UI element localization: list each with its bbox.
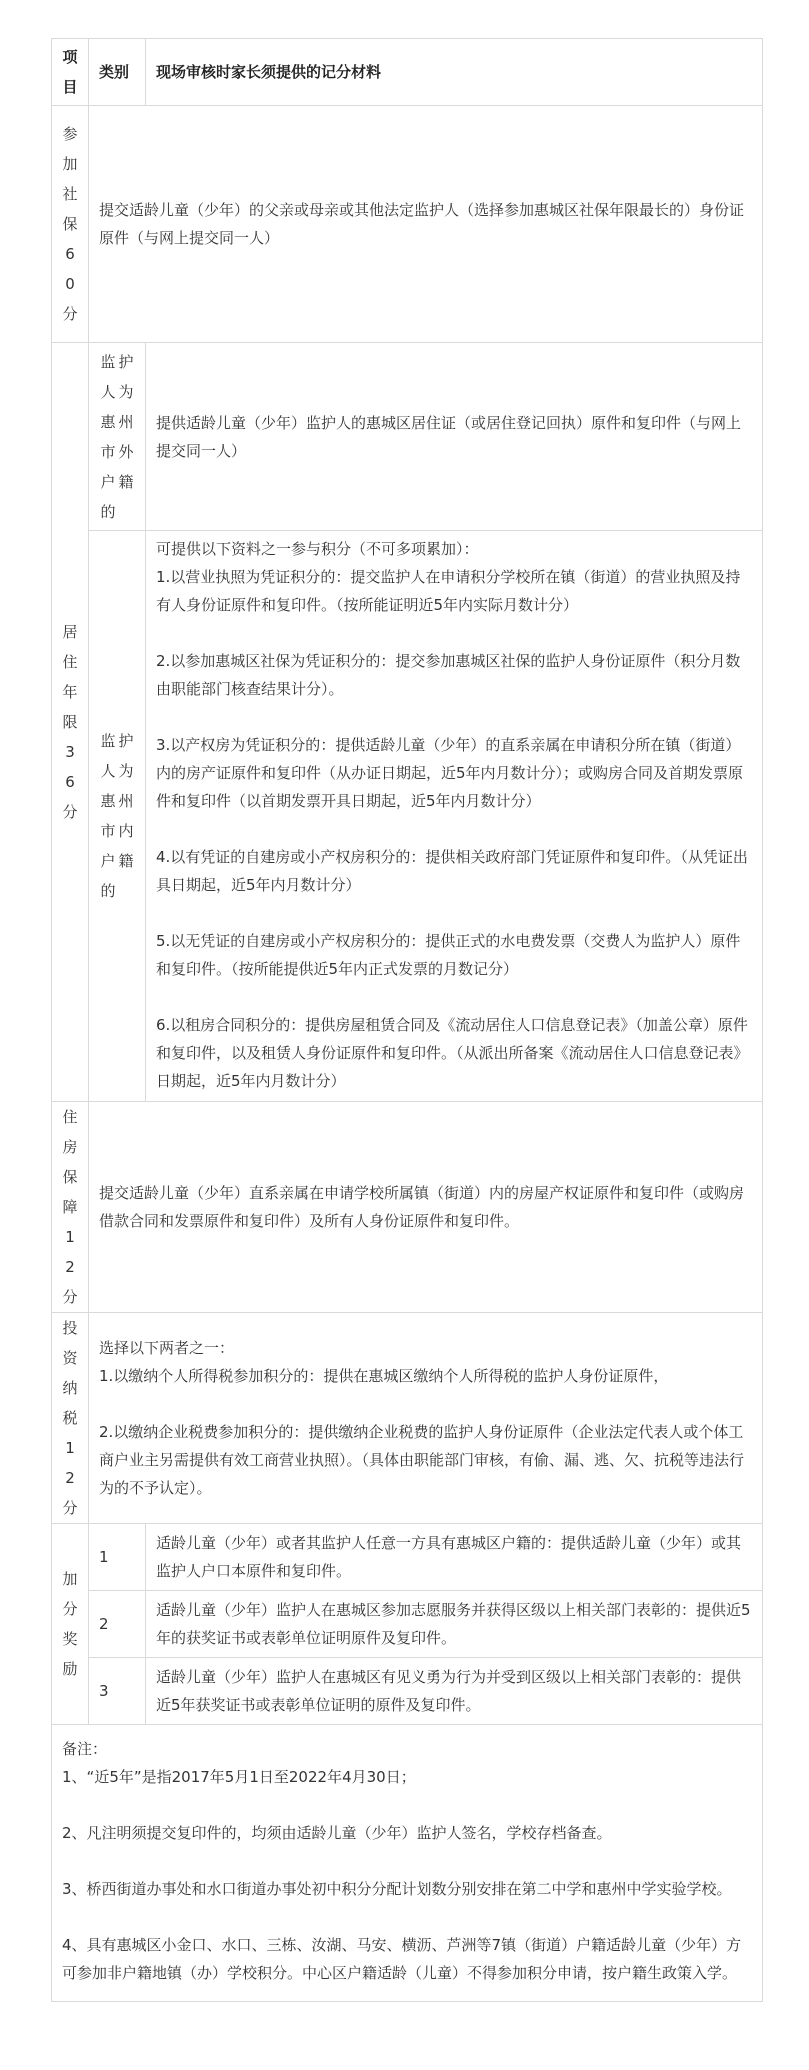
note-4: 4、具有惠城区小金口、水口、三栋、汝湖、马安、横沥、芦洲等7镇（街道）户籍适龄儿童（少年）方可参加非户籍地镇（办）学校积分。中心区户籍适龄（儿童）不得参加积分申请，按户籍生政策入学。 (62, 1936, 742, 1982)
table-row-residence-inside (52, 531, 763, 1102)
scoring-materials-table (51, 38, 763, 2002)
header-materials: 现场审核时家长须提供的记分材料 (146, 39, 763, 106)
content-tax (89, 1313, 763, 1524)
residence-option-5: 5.以无凭证的自建房或小产权房积分的：提供正式的水电费发票（交费人为监护人）原件和复印件。（按所能提供近5年内正式发票的月数记分） (156, 932, 741, 978)
bonus-number-1: 1 (89, 1524, 146, 1591)
bonus-content-3: 适龄儿童（少年）监护人在惠城区有见义勇为行为并受到区级以上相关部门表彰的：提供近5年获奖证书或表彰单位证明的原件及复印件。 (146, 1658, 763, 1725)
residence-option-3: 3.以产权房为凭证积分的：提供适龄儿童（少年）的直系亲属在申请积分所在镇（街道）内的房产证原件和复印件（从办证日期起，近5年内月数计分）；或购房合同及首期发票原件和复印件（以首期发票开具日期起，近5年内月数计分） (156, 736, 744, 810)
notes-cell (52, 1725, 763, 2002)
item-residence: 居住年限36分 (52, 343, 89, 1102)
table-header-row (52, 39, 763, 106)
category-inside-col-a: 监人惠市户的 (100, 732, 116, 900)
item-bonus: 加分奖励 (52, 1524, 89, 1725)
content-social: 提交适龄儿童（少年）的父亲或母亲或其他法定监护人（选择参加惠城区社保年限最长的）身份证原件（与网上提交同一人） (89, 106, 763, 343)
category-inside-household (89, 531, 146, 1102)
table-row-social (52, 106, 763, 343)
bonus-number-3: 3 (89, 1658, 146, 1725)
header-category: 类别 (89, 39, 146, 106)
table-row-housing (52, 1102, 763, 1313)
note-3: 3、桥西街道办事处和水口街道办事处初中积分分配计划数分别安排在第二中学和惠州中学实验学校。 (62, 1880, 732, 1898)
category-outside-col-a: 监人惠市户的 (100, 352, 116, 521)
category-outside-col-b: 护为州外籍 (118, 352, 134, 491)
table-row-residence-outside (52, 343, 763, 531)
note-1: 1、“近5年”是指2017年5月1日至2022年4月30日； (62, 1768, 416, 1786)
item-tax: 投资纳税12分 (52, 1313, 89, 1524)
header-item: 项目 (52, 39, 89, 106)
bonus-content-2: 适龄儿童（少年）监护人在惠城区参加志愿服务并获得区级以上相关部门表彰的：提供近5年的获奖证书或表彰单位证明原件及复印件。 (146, 1591, 763, 1658)
table-row-tax (52, 1313, 763, 1524)
bonus-number-2: 2 (89, 1591, 146, 1658)
tax-option-2: 2.以缴纳企业税费参加积分的：提供缴纳企业税费的监护人身份证原件（企业法定代表人或个体工商户业主另需提供有效工商营业执照）。（具体由职能部门审核，有偷、漏、逃、欠、抗税等违法行为的不予认定）。 (99, 1423, 745, 1497)
content-residence-inside (146, 531, 763, 1102)
residence-intro: 可提供以下资料之一参与积分（不可多项累加）： (156, 540, 479, 558)
residence-option-1: 1.以营业执照为凭证积分的：提交监护人在申请积分学校所在镇（街道）的营业执照及持有人身份证原件和复印件。（按所能证明近5年内实际月数计分） (156, 568, 741, 614)
residence-option-6: 6.以租房合同积分的：提供房屋租赁合同及《流动居住人口信息登记表》（加盖公章）原件和复印件，以及租赁人身份证原件和复印件。（从派出所备案《流动居住人口信息登记表》日期起，近5年内月数计分） (156, 1016, 749, 1090)
table-row-bonus-1 (52, 1524, 763, 1591)
category-inside-col-b: 护为州内籍 (118, 732, 134, 870)
item-social: 参加社保60分 (52, 106, 89, 343)
tax-intro: 选择以下两者之一： (99, 1339, 235, 1357)
content-housing: 提交适龄儿童（少年）直系亲属在申请学校所属镇（街道）内的房屋产权证原件和复印件（或购房借款合同和发票原件和复印件）及所有人身份证原件和复印件。 (89, 1102, 763, 1313)
table-row-bonus-3 (52, 1658, 763, 1725)
table-row-bonus-2 (52, 1591, 763, 1658)
item-housing: 住房保障12分 (52, 1102, 89, 1313)
content-residence-outside: 提供适龄儿童（少年）监护人的惠城区居住证（或居住登记回执）原件和复印件（与网上提交同一人） (146, 343, 763, 531)
bonus-content-1: 适龄儿童（少年）或者其监护人任意一方具有惠城区户籍的：提供适龄儿童（少年）或其监护人户口本原件和复印件。 (146, 1524, 763, 1591)
note-2: 2、凡注明须提交复印件的，均须由适龄儿童（少年）监护人签名，学校存档备查。 (62, 1824, 612, 1842)
category-outside-household (89, 343, 146, 531)
table-row-notes (52, 1725, 763, 2002)
residence-option-2: 2.以参加惠城区社保为凭证积分的：提交参加惠城区社保的监护人身份证原件（积分月数由职能部门核查结果计分）。 (156, 652, 741, 698)
residence-option-4: 4.以有凭证的自建房或小产权房积分的：提供相关政府部门凭证原件和复印件。（从凭证出具日期起，近5年内月数计分） (156, 848, 748, 894)
notes-title: 备注： (62, 1740, 108, 1758)
tax-option-1: 1.以缴纳个人所得税参加积分的：提供在惠城区缴纳个人所得税的监护人身份证原件， (99, 1367, 669, 1385)
